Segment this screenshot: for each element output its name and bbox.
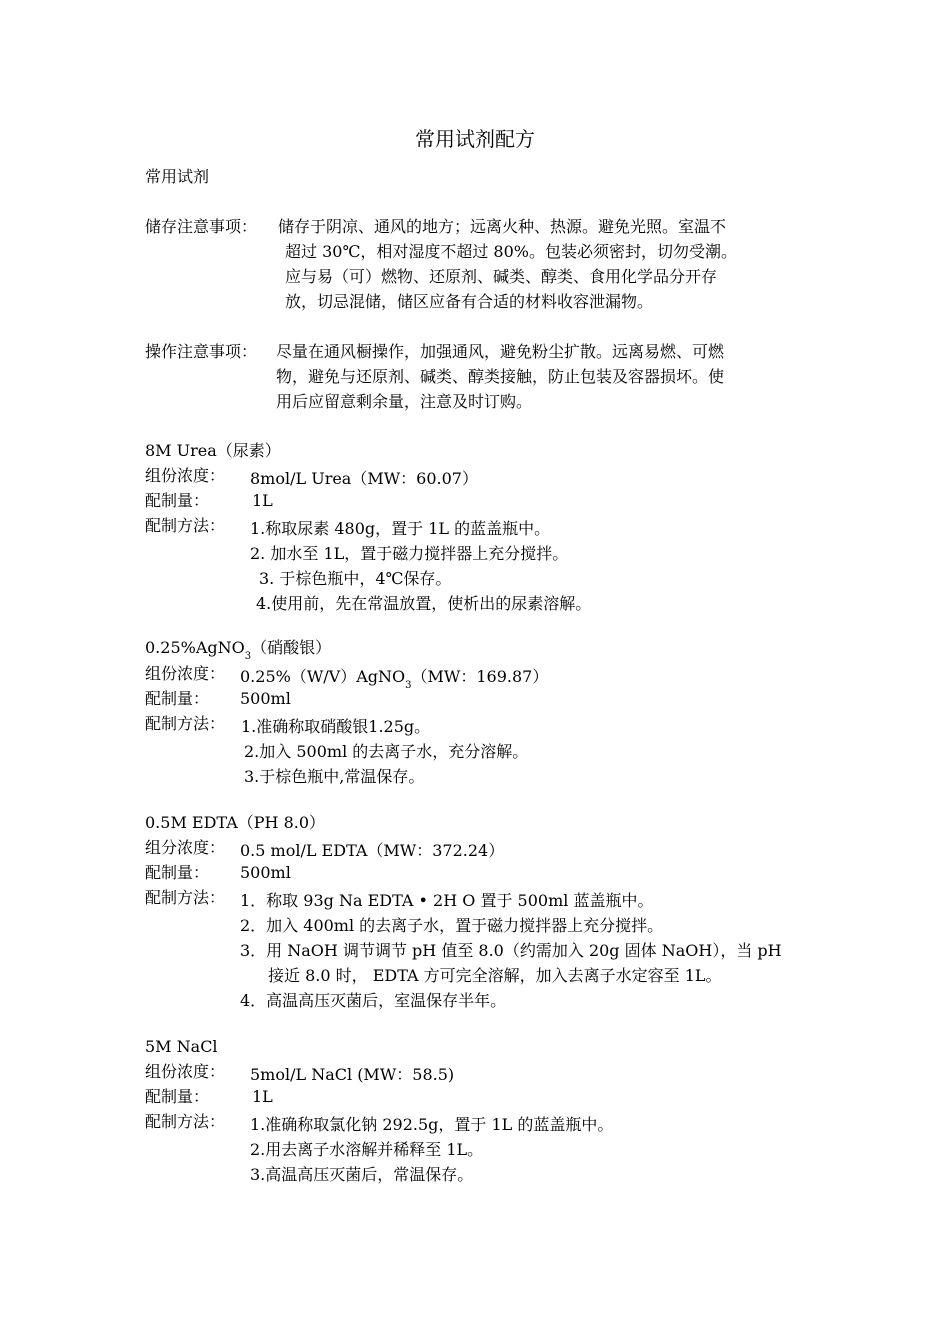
volume-value: 500ml: [240, 689, 291, 708]
concentration-value: 8mol/L Urea（MW：60.07）: [250, 469, 478, 488]
operation-line: 尽量在通风橱操作，加强通风，避免粉尘扩散。远离易燃、可燃: [276, 342, 725, 361]
concentration-value: 5mol/L NaCl (MW：58.5): [250, 1065, 455, 1084]
heading-main: 0.25%AgNO: [145, 638, 245, 657]
volume-label: 配制量：: [145, 1087, 210, 1106]
section-heading: 常用试剂: [145, 167, 210, 186]
concentration-value: [240, 664, 549, 691]
operation-line: 用后应留意剩余量，注意及时订购。: [276, 392, 533, 411]
method-label: 配制方法：: [145, 1112, 226, 1131]
method-step: 3.高温高压灭菌后，常温保存。: [250, 1165, 474, 1184]
method-step: 3．用 NaOH 调节调节 pH 值至 8.0（约需加入 20g 固体 NaOH），当 pH: [240, 941, 782, 960]
storage-line: 储存于阴凉、通风的地方；远离火种、热源。避免光照。室温不: [278, 217, 727, 236]
reagent-heading: 5M NaCl: [145, 1037, 218, 1056]
method-step: 2．加入 400ml 的去离子水，置于磁力搅拌器上充分搅拌。: [240, 916, 664, 935]
storage-label: 储存注意事项：: [145, 217, 258, 236]
volume-value: 1L: [252, 1087, 273, 1106]
operation-line: 物，避免与还原剂、碱类、醇类接触，防止包装及容器损坏。使: [276, 367, 725, 386]
operation-label: 操作注意事项：: [145, 342, 258, 361]
method-step: 4.使用前，先在常温放置，使析出的尿素溶解。: [256, 594, 592, 613]
method-label: 配制方法：: [145, 888, 226, 907]
conc-subscript: 3: [405, 680, 412, 691]
method-step: 2.用去离子水溶解并稀释至 1L。: [250, 1140, 484, 1159]
storage-line: 放，切忌混储，储区应备有合适的材料收容泄漏物。: [285, 292, 654, 311]
concentration-label: 组份浓度：: [145, 466, 226, 485]
method-step: 1.称取尿素 480g，置于 1L 的蓝盖瓶中。: [250, 519, 551, 538]
method-step: 1．称取 93g Na EDTA • 2H O 置于 500ml 蓝盖瓶中。: [240, 891, 654, 910]
concentration-value: 0.5 mol/L EDTA（MW：372.24）: [240, 841, 505, 860]
concentration-label: 组份浓度：: [145, 1062, 226, 1081]
method-label: 配制方法：: [145, 516, 226, 535]
conc-main: 0.25%（W/V）AgNO: [240, 667, 406, 686]
storage-line: 应与易（可）燃物、还原剂、碱类、醇类、食用化学品分开存: [285, 267, 718, 286]
method-step: 1.准确称取硝酸银1.25g。: [241, 717, 431, 736]
method-step: 1.准确称取氯化钠 292.5g，置于 1L 的蓝盖瓶中。: [250, 1115, 614, 1134]
concentration-label: 组份浓度：: [145, 664, 226, 683]
method-step: 2.加入 500ml 的去离子水，充分溶解。: [244, 742, 529, 761]
reagent-heading: 8M Urea（尿素）: [145, 441, 281, 460]
reagent-heading: 0.5M EDTA（PH 8.0）: [145, 813, 326, 832]
volume-label: 配制量：: [145, 689, 210, 708]
method-step: 3.于棕色瓶中,常温保存。: [244, 767, 425, 786]
method-step: 接近 8.0 时， EDTA 方可完全溶解，加入去离子水定容至 1L。: [268, 966, 722, 985]
method-label: 配制方法：: [145, 714, 226, 733]
concentration-label: 组分浓度：: [145, 838, 226, 857]
heading-tail: （硝酸银）: [251, 638, 332, 657]
volume-label: 配制量：: [145, 863, 210, 882]
method-step: 2. 加水至 1L，置于磁力搅拌器上充分搅拌。: [250, 544, 569, 563]
storage-line: 超过 30℃，相对湿度不超过 80%。包装必须密封，切勿受潮。: [285, 242, 737, 261]
conc-tail: （MW：169.87）: [411, 667, 549, 686]
volume-value: 1L: [252, 491, 273, 510]
reagent-heading: [145, 638, 331, 661]
page-title: 常用试剂配方: [415, 127, 535, 151]
volume-label: 配制量：: [145, 491, 210, 510]
method-step: 4．高温高压灭菌后，室温保存半年。: [240, 991, 507, 1010]
method-step: 3. 于棕色瓶中，4℃保存。: [259, 569, 452, 588]
volume-value: 500ml: [240, 863, 291, 882]
heading-subscript: 3: [244, 651, 252, 662]
